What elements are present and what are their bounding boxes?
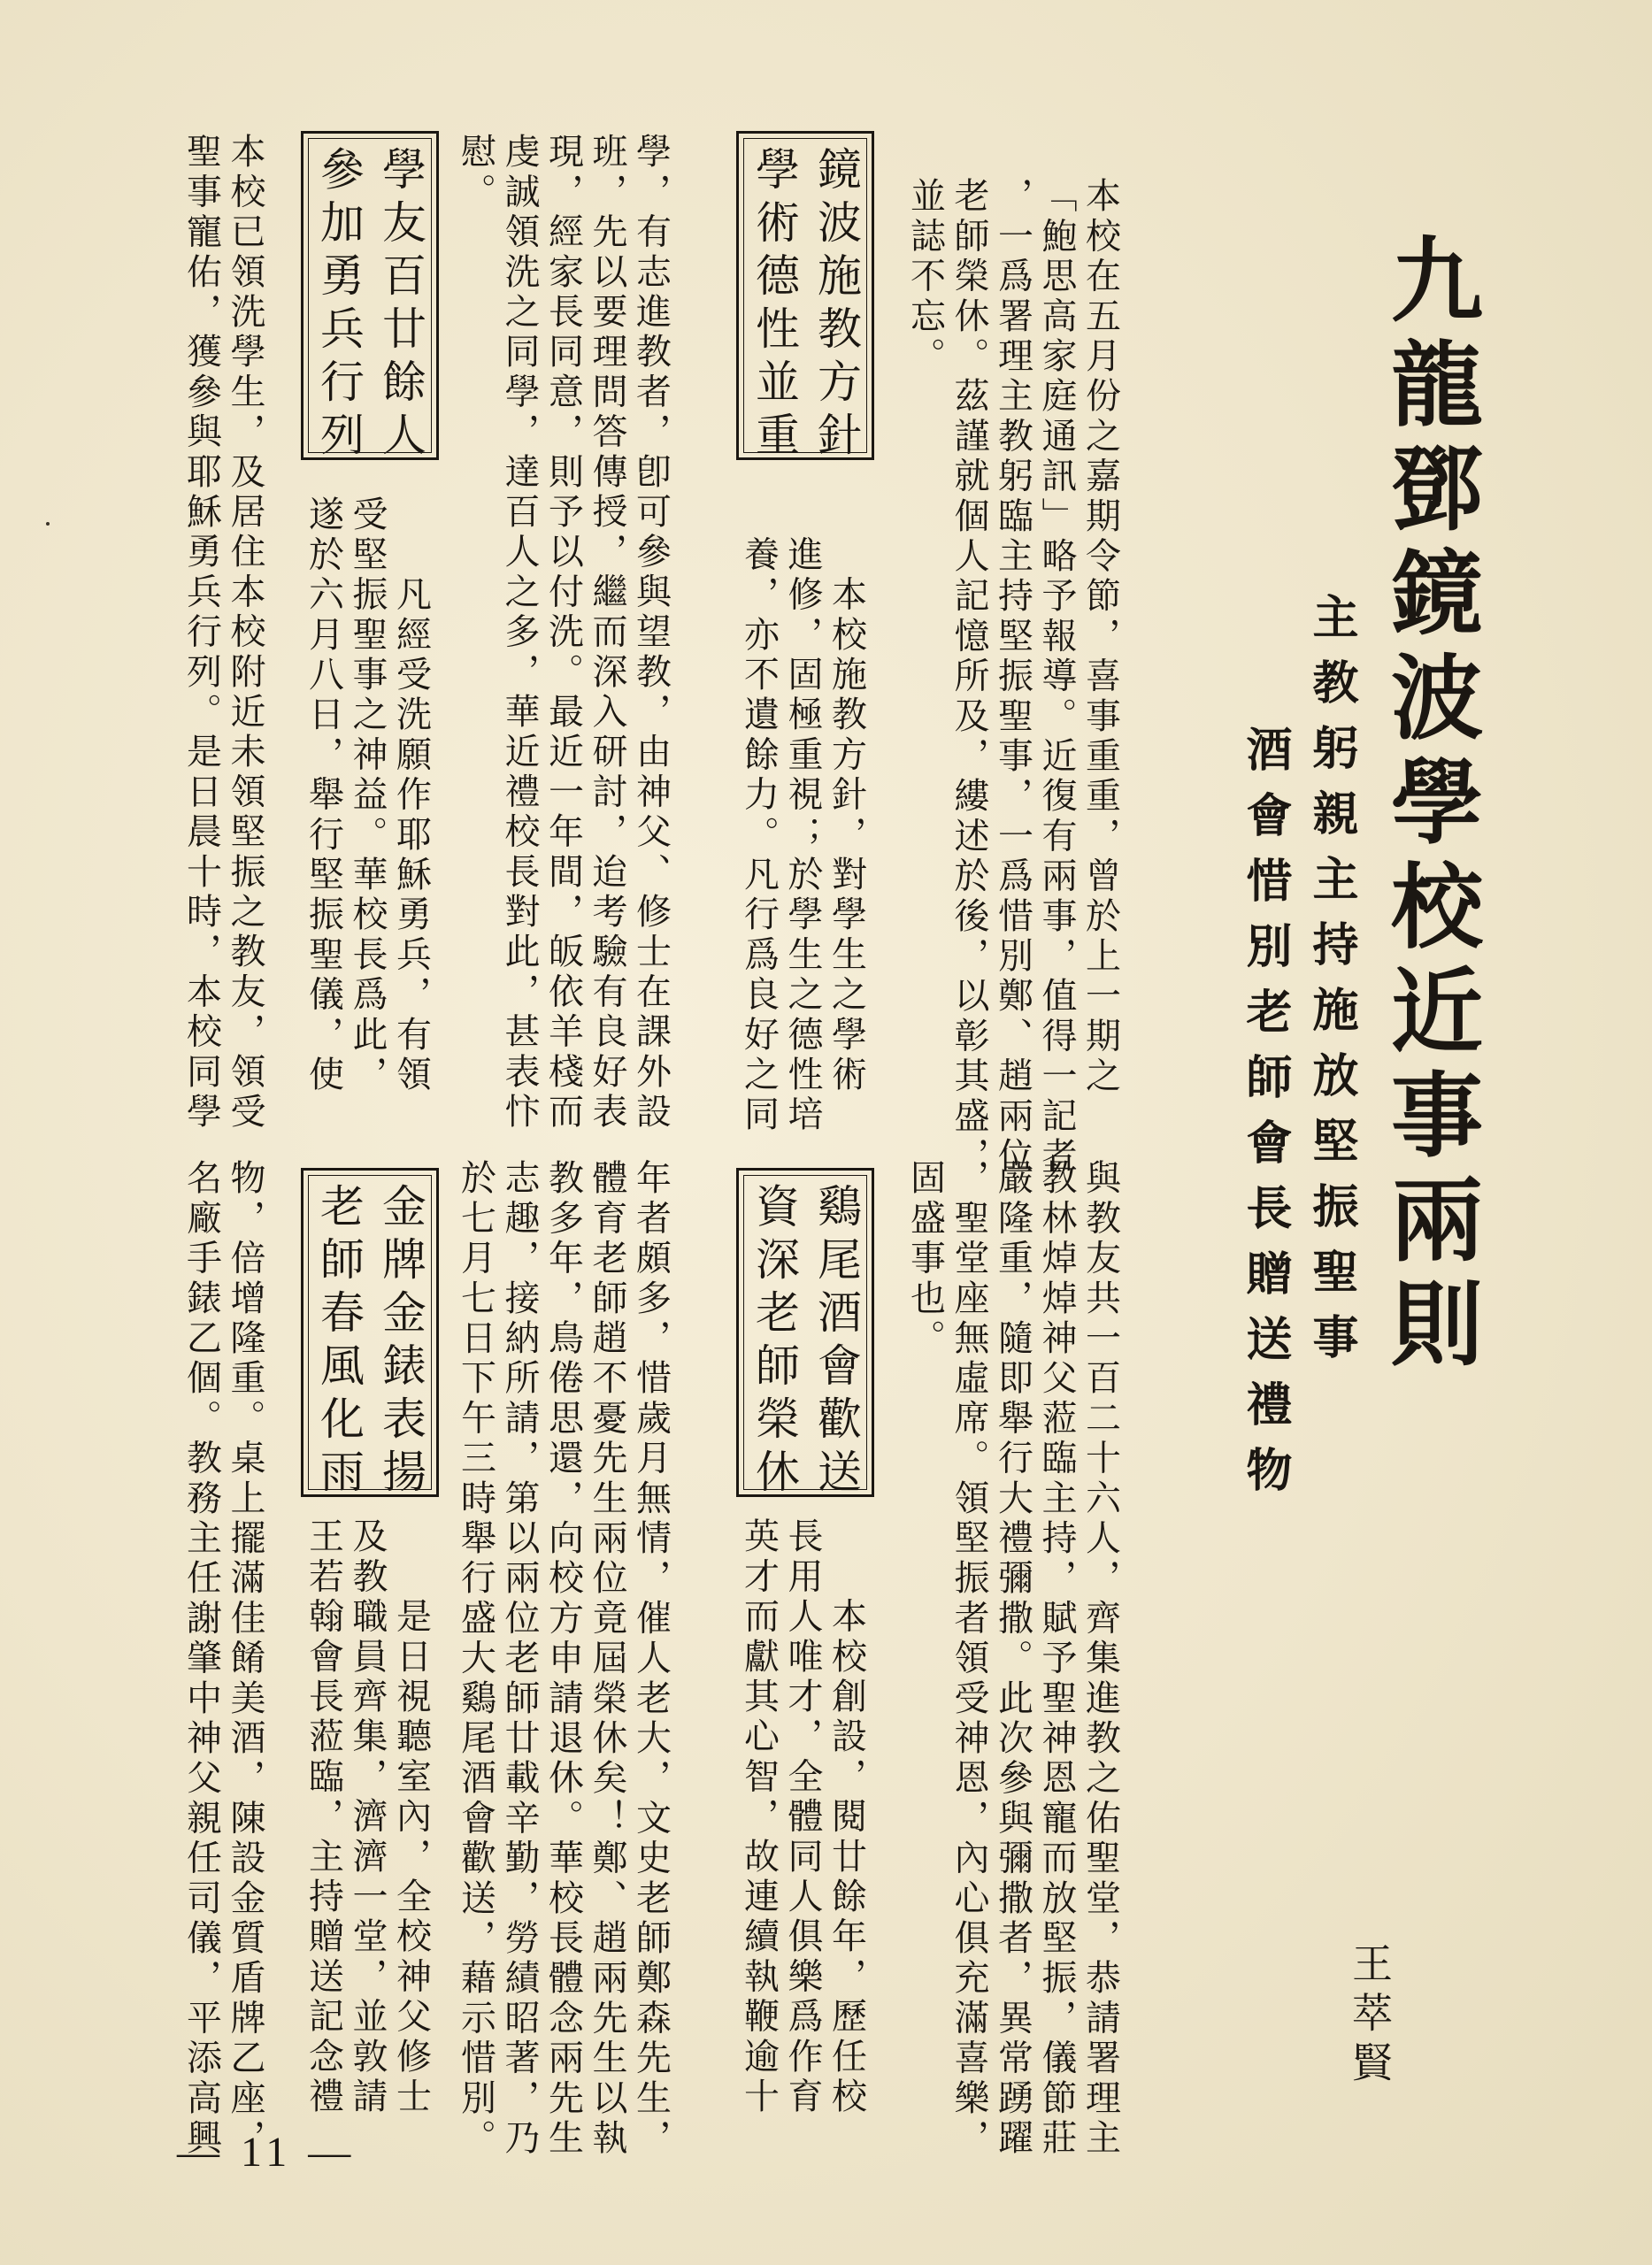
section3-lead: 本校創設，閱廿餘年，歷任校 長用人唯才，全體同人俱樂爲作育 英才而獻其心智，故連續執鞭逾十 [738, 1517, 867, 2117]
heading-line-1: 金牌金錶表揚 [375, 1183, 426, 1501]
heading-line-1: 鷄尾酒會歡送 [811, 1183, 862, 1501]
article-subtitle-1: 主教躬親主持施放堅振聖事 [1304, 593, 1357, 1378]
section-heading-gold-medal [301, 1168, 439, 1501]
confirmation-continuation: 與教友共一百二十六人，齊集進教之佑聖堂，恭請署理主 教林焯焯神父蒞臨主持，賦予聖神恩寵而放堅振，儀節莊 嚴隆重，隨即舉行大禮彌撒。此次參與彌撒者，異常踴躍 ，聖堂座無虛席。領堅振者領受神恩，內心俱充滿喜樂， 固盛事也。 [904, 1159, 1121, 2159]
section2-lead: 凡經受洗願作耶穌勇兵，有領 受堅振聖事之神益。華校長爲此， 遂於六月八日，舉行堅振聖儀，使 [303, 495, 432, 1095]
article-subtitle-2: 酒會惜別老師會長贈送禮物 [1238, 726, 1291, 1511]
section4-lead: 是日視聽室內，全校神父修士 及教職員齊集，濟濟一堂，並敦請 王若翰會長蒞臨，主持贈送記念禮 [303, 1517, 432, 2117]
heading-line-2: 參加勇兵行列 [313, 146, 365, 465]
scan-speck [46, 522, 50, 526]
heading-line-2: 學術德性並重 [749, 146, 800, 465]
article-title: 九龍鄧鏡波學校近事兩則 [1375, 232, 1484, 1380]
author-name: 王萃賢 [1346, 1942, 1394, 2091]
section-heading-cocktail-farewell [736, 1168, 874, 1501]
section2-text: 本校已領洗學生，及居住本校附近未領堅振之教友，領受 聖事寵佑，獲參與耶穌勇兵行列。是日晨十時，本校同學 [181, 133, 265, 1132]
heading-line-1: 鏡波施教方針 [811, 146, 862, 465]
heading-line-1: 學友百廿餘人 [375, 146, 426, 465]
section4-text: 物，倍增隆重。桌上擺滿佳餚美酒，陳設金質盾牌乙座， 名廠手錶乙個。教務主任謝肇中神父親任司儀，平添高興 [181, 1159, 265, 2159]
section-heading-teaching-policy [736, 131, 874, 465]
intro-paragraph: 本校在五月份之嘉期令節，喜事重重，曾於上一期之 「鮑思高家庭通訊」略予報導。近復有兩事，值得一記者 ，一爲署理主教躬臨主持堅振聖事，一爲惜別鄭、趙兩位 老師榮休。茲謹就個人記憶所及，縷述於後，以彰其盛， 並誌不忘。 [904, 177, 1121, 1177]
section-heading-confirmation [301, 131, 439, 465]
page-number: — 11 — [177, 2129, 357, 2176]
section3-text: 年者頗多，惜歲月無情，催人老大，文史老師鄭森先生， 體育老師趙不憂先生兩位竟屆榮休矣！鄭、趙兩先生以執 教多年，鳥倦思還，向校方申請退休。華校長體念兩先生 志趣，接納所請，第以兩位老師廿載辛勤，勞績昭著，乃 於七月七日下午三時舉行盛大鷄尾酒會歡送，藉示惜別。 [455, 1159, 672, 2159]
heading-line-2: 資深老師榮休 [749, 1183, 800, 1501]
section1-lead: 本校施教方針，對學生之學術 進修，固極重視；於學生之德性培 養，亦不遺餘力。凡行爲良好之同 [738, 535, 867, 1136]
section1-text: 學，有志進教者，卽可參與望教，由神父、修士在課外設 班，先以要理問答傳授，繼而深入研討，迨考驗有良好表 現，經家長同意，則予以付洗。最近一年間，皈依羊棧而 虔誠領洗之同學，達百人之多，華近禮校長對此，甚表忭 慰。 [455, 133, 672, 1132]
heading-line-2: 老師春風化雨 [313, 1183, 365, 1501]
